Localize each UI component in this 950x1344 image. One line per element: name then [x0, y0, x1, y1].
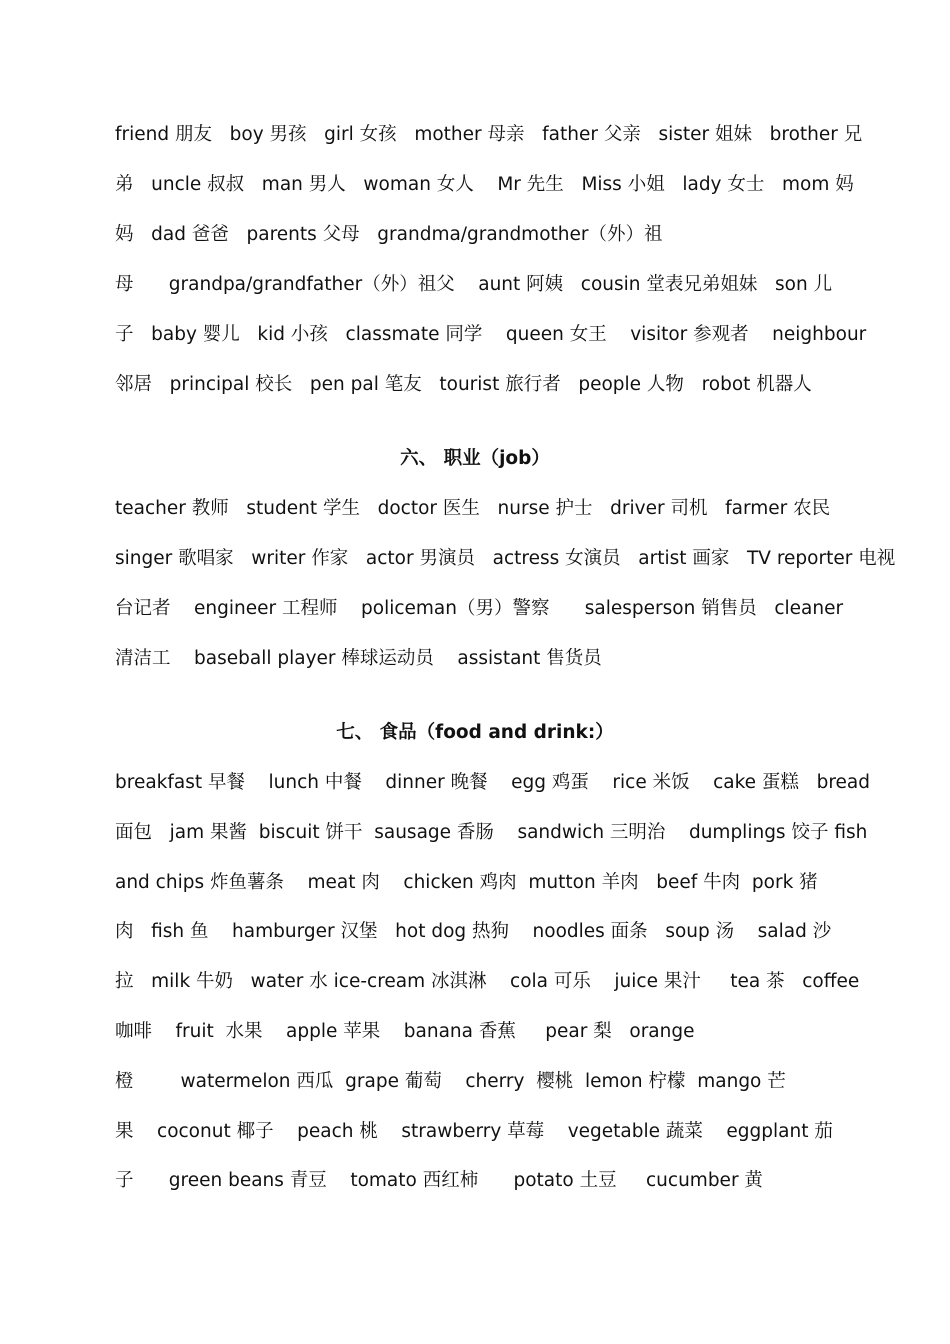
family-line: 母 grandpa/grandfather（外）祖父 aunt 阿姨 cousin 堂表兄弟姐妹 son 儿: [115, 274, 833, 295]
food-section-heading: 七、 食品（food and drink:）: [336, 722, 614, 743]
family-line: 邻居 principal 校长 pen pal 笔友 tourist 旅行者 people 人物 robot 机器人: [115, 374, 812, 395]
family-line: 妈 dad 爸爸 parents 父母 grandma/grandmother（外）祖: [115, 224, 663, 245]
job-line: 清洁工 baseball player 棒球运动员 assistant 售货员: [115, 648, 602, 669]
family-line: friend 朋友 boy 男孩 girl 女孩 mother 母亲 father 父亲 sister 姐妹 brother 兄: [115, 124, 863, 145]
family-line: 弟 uncle 叔叔 man 男人 woman 女人 Mr 先生 Miss 小姐 lady 女士 mom 妈: [115, 174, 854, 195]
job-line: singer 歌唱家 writer 作家 actor 男演员 actress 女演员 artist 画家 TV reporter 电视: [115, 548, 895, 569]
food-line: 肉 fish 鱼 hamburger 汉堡 hot dog 热狗 noodles 面条 soup 汤 salad 沙: [115, 921, 832, 942]
food-line: 拉 milk 牛奶 water 水 ice-cream 冰淇淋 cola 可乐 juice 果汁 tea 茶 coffee: [115, 971, 860, 992]
family-line: 子 baby 婴儿 kid 小孩 classmate 同学 queen 女王 visitor 参观者 neighbour: [115, 324, 867, 345]
job-line: 台记者 engineer 工程师 policeman（男）警察 salesperson 销售员 cleaner: [115, 598, 844, 619]
food-line: 橙 watermelon 西瓜 grape 葡萄 cherry 樱桃 lemon 柠檬 mango 芒: [115, 1071, 786, 1092]
food-line: 果 coconut 椰子 peach 桃 strawberry 草莓 vegetable 蔬菜 eggplant 茄: [115, 1121, 833, 1142]
job-line: teacher 教师 student 学生 doctor 医生 nurse 护士 driver 司机 farmer 农民: [115, 498, 831, 519]
food-line: breakfast 早餐 lunch 中餐 dinner 晚餐 egg 鸡蛋 rice 米饭 cake 蛋糕 bread: [115, 772, 870, 793]
job-section-heading: 六、 职业（job）: [400, 448, 550, 469]
food-line: and chips 炸鱼薯条 meat 肉 chicken 鸡肉 mutton 羊肉 beef 牛肉 pork 猪: [115, 872, 818, 893]
food-line: 咖啡 fruit 水果 apple 苹果 banana 香蕉 pear 梨 orange: [115, 1021, 695, 1042]
food-line: 子 green beans 青豆 tomato 西红柿 potato 土豆 cucumber 黄: [115, 1170, 763, 1191]
food-line: 面包 jam 果酱 biscuit 饼干 sausage 香肠 sandwich 三明治 dumplings 饺子 fish: [115, 822, 868, 843]
